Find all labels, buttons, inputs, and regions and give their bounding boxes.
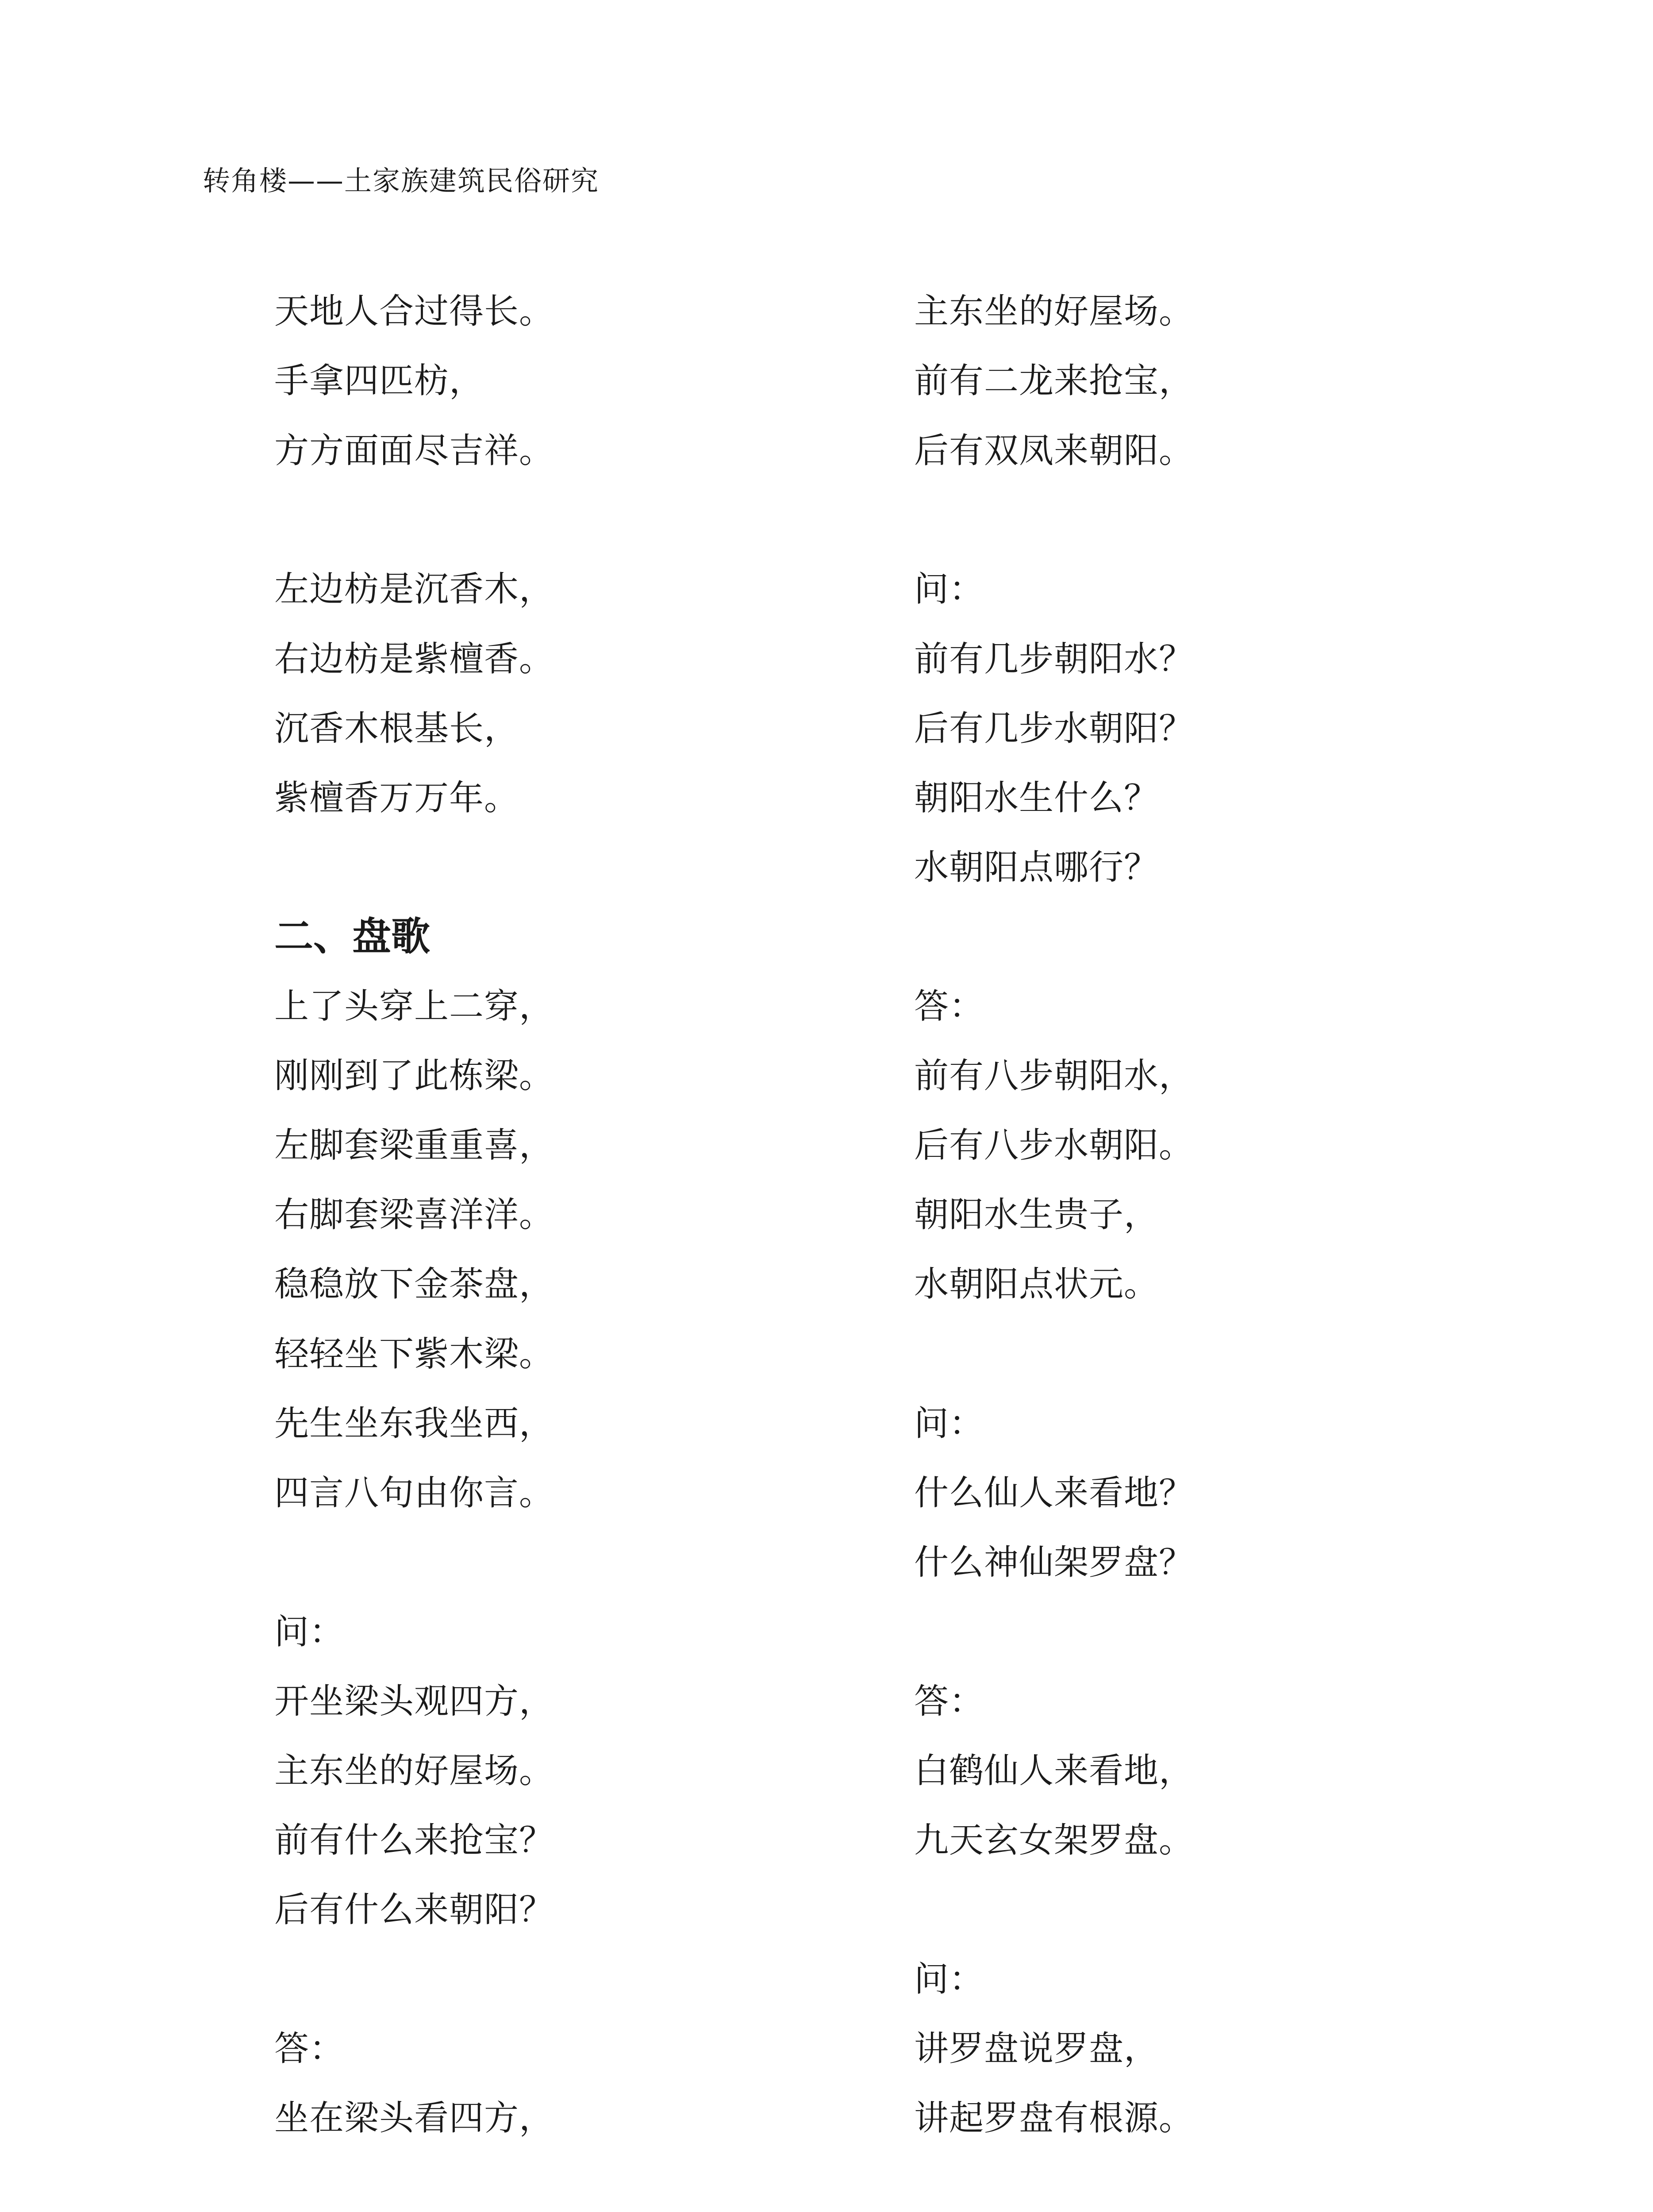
verse-line: 方方面面尽吉祥。 bbox=[274, 431, 554, 471]
verse-line: 前有二龙来抢宝， bbox=[914, 361, 1194, 401]
verse-line: 轻轻坐下紫木梁。 bbox=[274, 1334, 554, 1374]
verse-line: 前有什么来抢宝？ bbox=[274, 1820, 554, 1860]
verse-line: 紫檀香万万年。 bbox=[274, 778, 519, 818]
verse-line: 白鹤仙人来看地， bbox=[914, 1751, 1194, 1791]
verse-line: 水朝阳点状元。 bbox=[914, 1264, 1159, 1304]
verse-line: 水朝阳点哪行？ bbox=[914, 848, 1159, 887]
verse-line: 上了头穿上二穿， bbox=[274, 987, 554, 1026]
verse-line: 稳稳放下金茶盘， bbox=[274, 1264, 554, 1304]
verse-line: 右脚套梁喜洋洋。 bbox=[274, 1195, 554, 1235]
answer-label: 答： bbox=[914, 987, 984, 1026]
answer-label: 答： bbox=[914, 1682, 984, 1721]
verse-line: 什么神仙架罗盘？ bbox=[914, 1543, 1194, 1582]
verse-line: 左脚套梁重重喜， bbox=[274, 1125, 554, 1165]
section-heading: 二、盘歌 bbox=[274, 913, 431, 959]
verse-line: 后有几步水朝阳？ bbox=[914, 709, 1194, 749]
question-label: 问： bbox=[914, 1404, 984, 1444]
verse-line: 刚刚到了此栋梁。 bbox=[274, 1056, 554, 1096]
verse-line: 手拿四匹枋， bbox=[274, 361, 484, 401]
question-label: 问： bbox=[914, 569, 984, 609]
question-label: 问： bbox=[274, 1612, 345, 1652]
verse-line: 后有双凤来朝阳。 bbox=[914, 431, 1194, 471]
verse-line: 九天玄女架罗盘。 bbox=[914, 1820, 1194, 1860]
verse-line: 右边枋是紫檀香。 bbox=[274, 639, 554, 679]
verse-line: 后有什么来朝阳？ bbox=[274, 1890, 554, 1930]
verse-line: 朝阳水生贵子， bbox=[914, 1195, 1159, 1235]
verse-line: 开坐梁头观四方， bbox=[274, 1682, 554, 1721]
answer-label: 答： bbox=[274, 2029, 345, 2069]
verse-line: 前有八步朝阳水， bbox=[914, 1056, 1194, 1096]
verse-line: 天地人合过得长。 bbox=[274, 292, 554, 331]
verse-line: 后有八步水朝阳。 bbox=[914, 1125, 1194, 1165]
verse-line: 左边枋是沉香木， bbox=[274, 569, 554, 609]
verse-line: 讲起罗盘有根源。 bbox=[914, 2098, 1194, 2138]
verse-line: 坐在梁头看四方， bbox=[274, 2098, 554, 2138]
verse-line: 主东坐的好屋场。 bbox=[274, 1751, 554, 1791]
verse-line: 前有几步朝阳水？ bbox=[914, 639, 1194, 679]
running-header: 转角楼——土家族建筑民俗研究 bbox=[203, 165, 600, 197]
verse-line: 沉香木根基长， bbox=[274, 709, 519, 749]
verse-line: 朝阳水生什么？ bbox=[914, 778, 1159, 818]
verse-line: 四言八句由你言。 bbox=[274, 1473, 554, 1513]
verse-line: 什么仙人来看地？ bbox=[914, 1473, 1194, 1513]
verse-line: 主东坐的好屋场。 bbox=[914, 292, 1194, 331]
verse-line: 讲罗盘说罗盘， bbox=[914, 2029, 1159, 2069]
question-label: 问： bbox=[914, 1959, 984, 1999]
verse-line: 先生坐东我坐西， bbox=[274, 1404, 554, 1444]
